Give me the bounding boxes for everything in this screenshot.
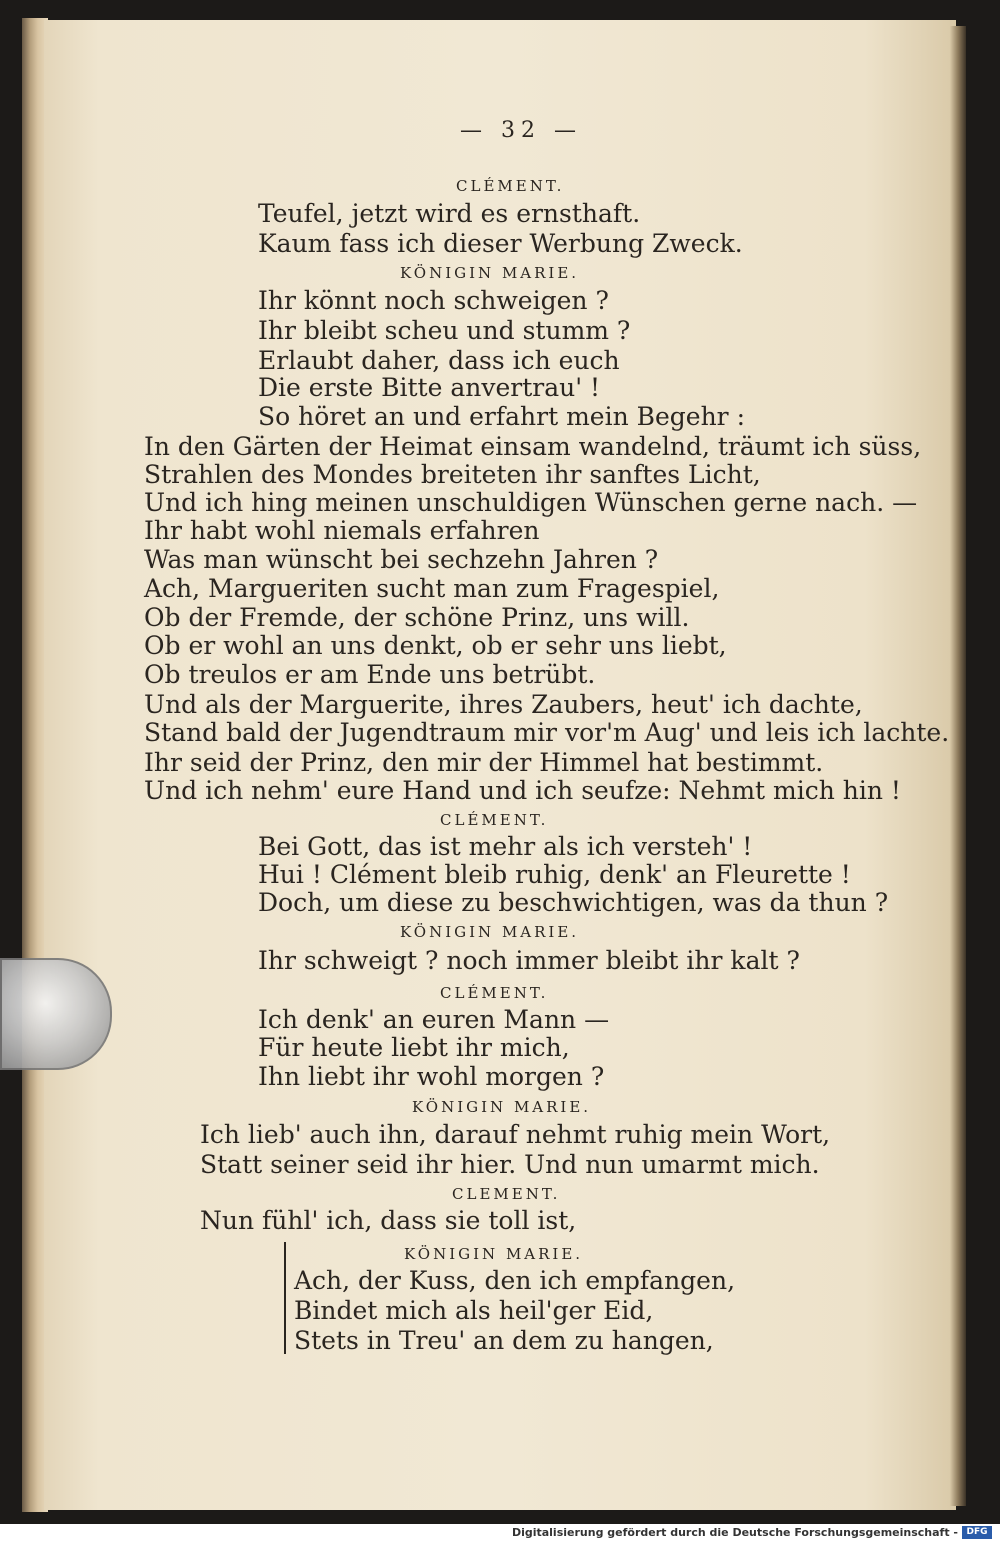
verse-line: Ob treulos er am Ende uns betrübt.	[144, 660, 596, 689]
verse-line: Ach, der Kuss, den ich empfangen,	[294, 1266, 736, 1295]
verse-line: Statt seiner seid ihr hier. Und nun umarmt mich.	[200, 1150, 820, 1179]
verse-line: Ihr habt wohl niemals erfahren	[144, 516, 540, 545]
speaker-label: KÖNIGIN MARIE.	[400, 264, 580, 282]
speaker-label: CLEMENT.	[452, 1185, 561, 1203]
speaker-label: KÖNIGIN MARIE.	[412, 1098, 592, 1116]
verse-line: Doch, um diese zu beschwichtigen, was da thun ?	[258, 888, 889, 917]
verse-line: Ob er wohl an uns denkt, ob er sehr uns liebt,	[144, 631, 727, 660]
verse-line: Und ich nehm' eure Hand und ich seufze: Nehmt mich hin !	[144, 776, 901, 805]
verse-line: Ihn liebt ihr wohl morgen ?	[258, 1062, 605, 1091]
verse-line: Erlaubt daher, dass ich euch	[258, 346, 620, 375]
verse-line: Ihr schweigt ? noch immer bleibt ihr kalt ?	[258, 946, 800, 975]
speaker-label: CLÉMENT.	[440, 811, 549, 829]
verse-line: Ob der Fremde, der schöne Prinz, uns will.	[144, 603, 690, 632]
verse-line: Stets in Treu' an dem zu hangen,	[294, 1326, 714, 1355]
speaker-label: CLÉMENT.	[440, 984, 549, 1002]
verse-line: Bei Gott, das ist mehr als ich versteh' !	[258, 832, 753, 861]
dfg-logo: DFG	[962, 1526, 992, 1539]
verse-bracket	[284, 1242, 290, 1354]
verse-line: Teufel, jetzt wird es ernsthaft.	[258, 199, 641, 228]
verse-line: Kaum fass ich dieser Werbung Zweck.	[258, 229, 743, 258]
verse-line: Nun fühl' ich, dass sie toll ist,	[200, 1206, 577, 1235]
verse-line: Strahlen des Mondes breiteten ihr sanftes Licht,	[144, 460, 761, 489]
verse-line: Ich lieb' auch ihn, darauf nehmt ruhig mein Wort,	[200, 1120, 831, 1149]
speaker-label: CLÉMENT.	[456, 177, 565, 195]
verse-line: Bindet mich als heil'ger Eid,	[294, 1296, 654, 1325]
speaker-label: KÖNIGIN MARIE.	[400, 923, 580, 941]
verse-line: Ihr seid der Prinz, den mir der Himmel hat bestimmt.	[144, 748, 824, 777]
verse-line: Ach, Margueriten sucht man zum Fragespiel,	[144, 574, 720, 603]
verse-line: In den Gärten der Heimat einsam wandelnd, träumt ich süss,	[144, 432, 922, 461]
verse-line: So höret an und erfahrt mein Begehr :	[258, 402, 745, 431]
verse-line: Ihr könnt noch schweigen ?	[258, 286, 609, 315]
page-number: — 32 —	[460, 118, 582, 143]
verse-line: Was man wünscht bei sechzehn Jahren ?	[144, 545, 659, 574]
verse-line: Hui ! Clément bleib ruhig, denk' an Fleurette !	[258, 860, 851, 889]
verse-line: Stand bald der Jugendtraum mir vor'm Aug' und leis ich lachte.	[144, 718, 950, 747]
verse-line: Ihr bleibt scheu und stumm ?	[258, 316, 631, 345]
verse-line: Ich denk' an euren Mann —	[258, 1005, 610, 1034]
speaker-label: KÖNIGIN MARIE.	[404, 1245, 584, 1263]
verse-line: Für heute liebt ihr mich,	[258, 1033, 570, 1062]
funding-credit: Digitalisierung gefördert durch die Deutsche Forschungsgemeinschaft -	[511, 1526, 958, 1539]
verse-line: Und ich hing meinen unschuldigen Wünschen gerne nach. —	[144, 488, 918, 517]
verse-line: Und als der Marguerite, ihres Zaubers, heut' ich dachte,	[144, 690, 863, 719]
verse-line: Die erste Bitte anvertrau' !	[258, 373, 601, 402]
